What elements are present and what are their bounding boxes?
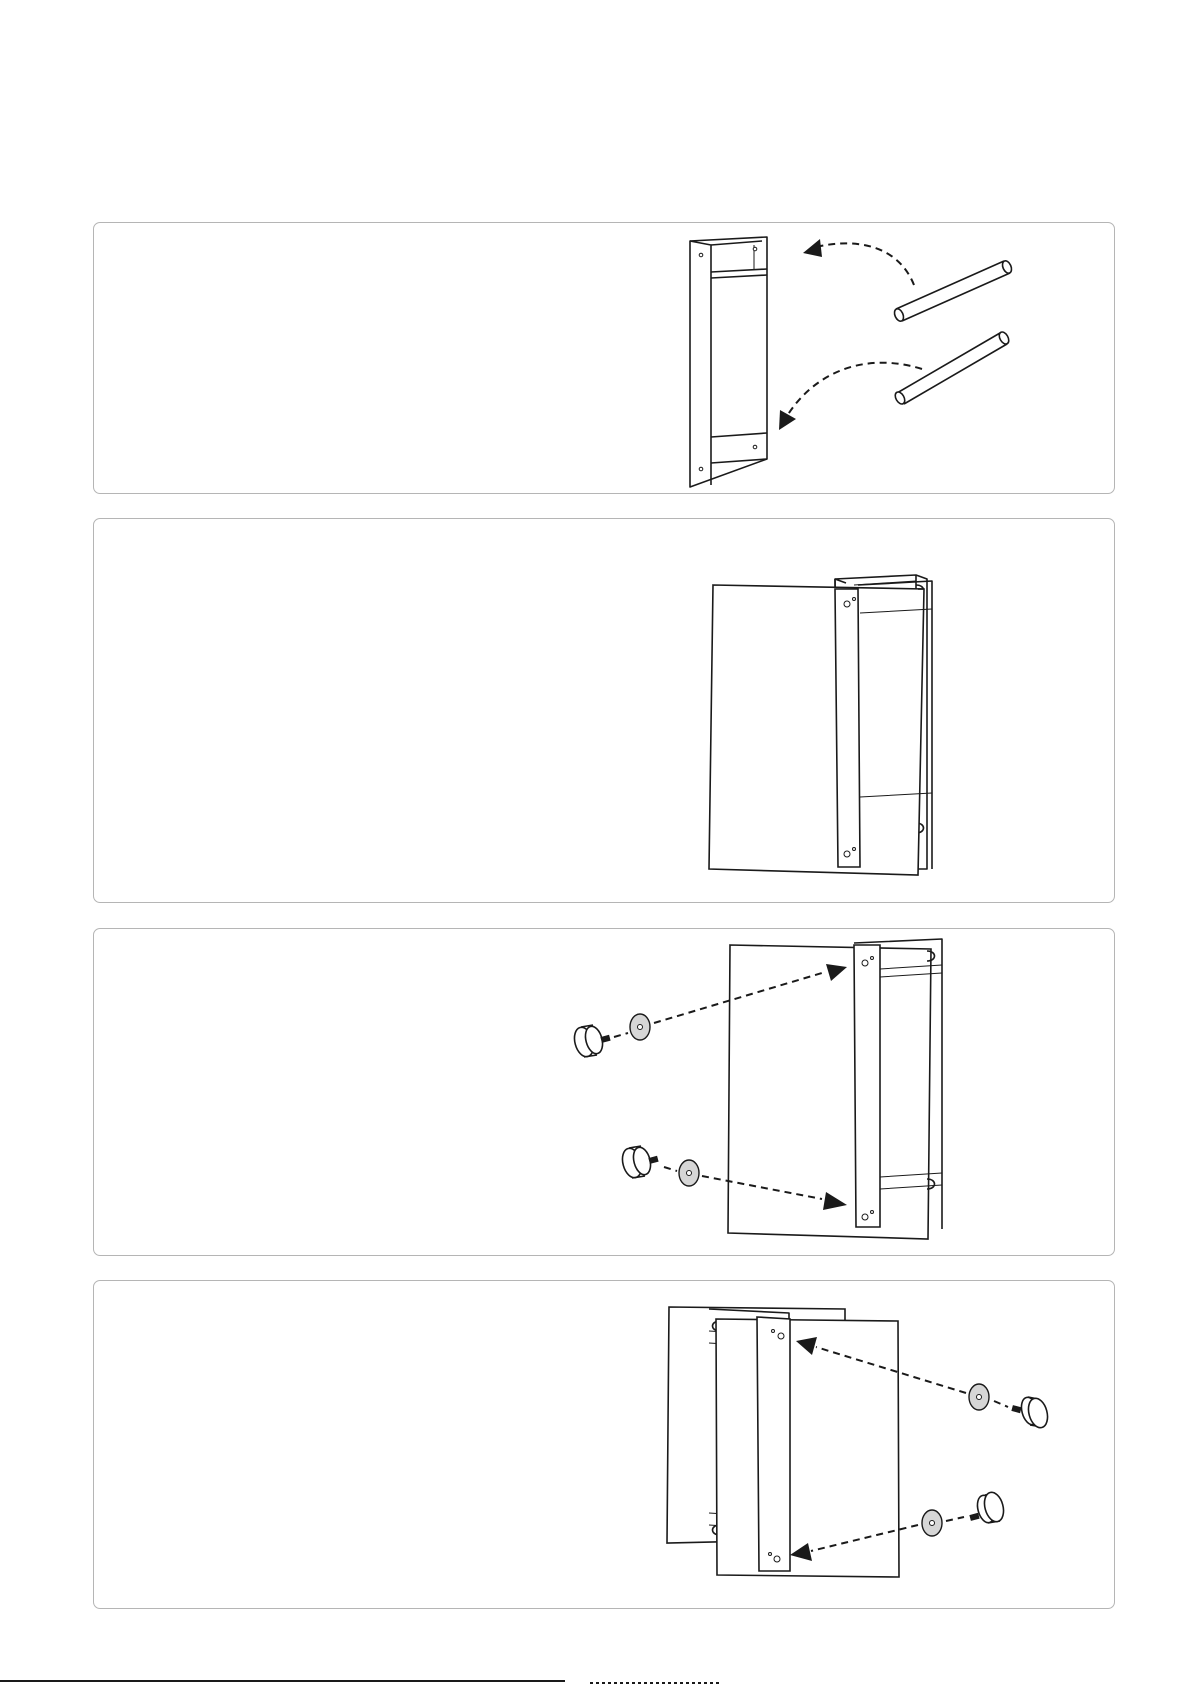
knob-screw-upper — [1011, 1395, 1050, 1429]
step-2-panel — [93, 518, 1115, 903]
step-2-diagram — [94, 519, 1116, 904]
step-3-diagram — [94, 929, 1116, 1257]
rod-lower — [893, 330, 1010, 405]
bottom-edge-strip — [0, 1679, 1191, 1685]
side-panel — [716, 1319, 899, 1577]
washer-upper — [630, 1014, 650, 1040]
washer-lower — [922, 1510, 942, 1536]
step-4-diagram — [94, 1281, 1116, 1610]
rod-upper — [893, 259, 1014, 322]
side-bar — [757, 1317, 790, 1571]
side-bar — [835, 589, 860, 867]
step-4-panel — [93, 1280, 1115, 1609]
step-1-panel — [93, 222, 1115, 494]
knob-screw-upper — [571, 1024, 610, 1058]
side-bar — [854, 945, 880, 1227]
knob-screw-lower — [969, 1490, 1006, 1524]
frame-illustration — [690, 237, 767, 487]
step-3-panel — [93, 928, 1115, 1256]
side-panel — [709, 585, 924, 875]
washer-lower — [679, 1160, 699, 1186]
step-1-diagram — [94, 223, 1116, 495]
washer-upper — [969, 1384, 989, 1410]
knob-screw-lower — [619, 1145, 658, 1179]
insert-arrow-upper — [803, 239, 914, 285]
